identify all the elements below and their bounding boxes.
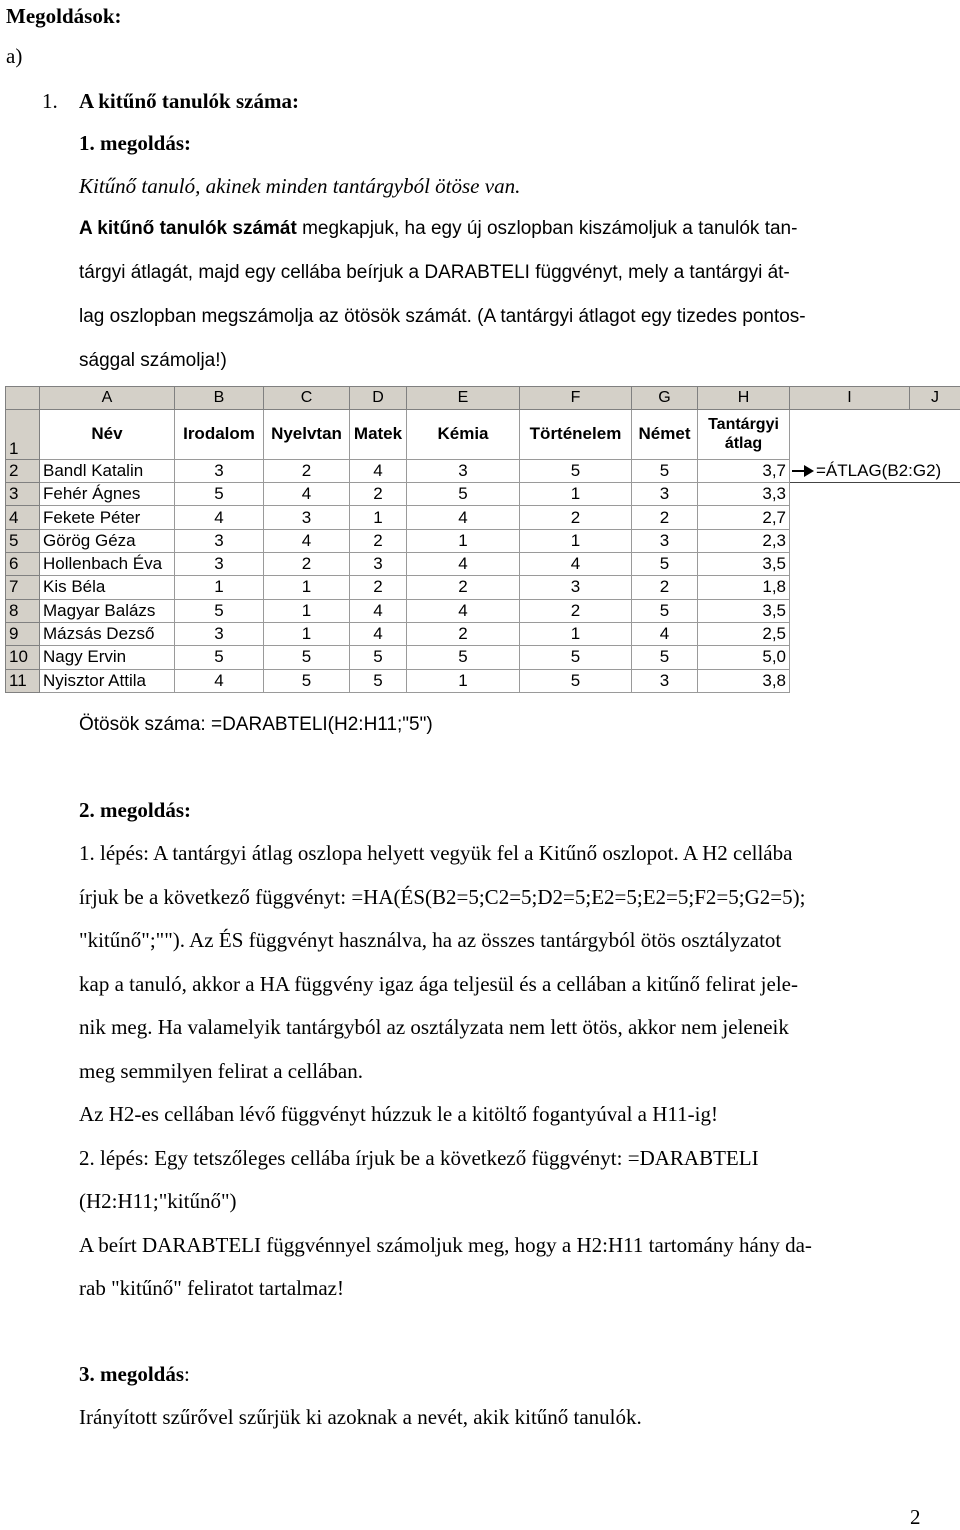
heading: Megoldások: [6,4,122,29]
empty-cell [910,529,960,552]
empty-cell [910,506,960,529]
average-cell: 2,3 [698,529,790,552]
empty-cell [910,622,960,645]
table-row [6,506,960,529]
grade-cell: 5 [632,599,698,622]
solution1-line1-rest: megkapjuk, ha egy új oszlopban kiszámoljuk a tanulók tan- [297,218,798,239]
solution2-line: kap a tanuló, akkor a HA függvény igaz ága teljesül és a cellában a kitűnő felirat jele- [79,972,798,997]
empty-cell [790,669,910,692]
grade-cell: 5 [175,599,264,622]
col-header: I [790,387,910,410]
grade-cell: 5 [264,646,350,669]
grade-cell: 2 [350,483,407,506]
grade-cell: 3 [407,459,520,482]
grade-cell: 3 [632,529,698,552]
grade-cell: 1 [264,576,350,599]
arrow-left-icon [792,465,814,477]
average-cell: 3,8 [698,669,790,692]
average-formula-annotation [790,459,960,482]
row-number: 7 [6,576,40,599]
col-header: H [698,387,790,410]
header-cell: Irodalom [175,410,264,460]
solution2-line: "kitűnő";""). Az ÉS függvényt használva, ha az összes tantárgyból ötös osztályzatot [79,928,781,953]
average-cell: 3,5 [698,599,790,622]
grade-cell: 2 [264,459,350,482]
name-cell: Magyar Balázs [40,599,175,622]
row-number: 10 [6,646,40,669]
header-cell: Név [40,410,175,460]
solution3-label [79,1362,190,1387]
grade-cell: 3 [350,553,407,576]
grade-cell: 4 [407,553,520,576]
count-formula: Ötösök száma: =DARABTELI(H2:H11;"5") [79,714,433,736]
task-number: 1. [42,89,58,114]
solution2-line: nik meg. Ha valamelyik tantárgyból az osztályzata nem lett ötös, akkor nem jeleneik [79,1015,789,1040]
table-row [6,622,960,645]
solution2-line: 2. lépés: Egy tetszőleges cellába írjuk be a következő függvényt: =DARABTELI [79,1146,759,1171]
grade-cell: 1 [264,622,350,645]
grade-cell: 2 [407,622,520,645]
grade-cell: 5 [175,483,264,506]
table-row [6,669,960,692]
grade-cell: 2 [264,553,350,576]
solution1-label: 1. megoldás: [79,131,191,156]
grade-cell: 4 [350,599,407,622]
empty-cell [790,483,910,506]
solution2-line: írjuk be a következő függvényt: =HA(ÉS(B2=5;C2=5;D2=5;E2=5;E2=5;F2=5;G2=5); [79,885,805,910]
grade-cell: 2 [632,576,698,599]
empty-cell [790,410,910,460]
empty-cell [790,506,910,529]
name-cell: Mázsás Dezső [40,622,175,645]
solution2-label: 2. megoldás: [79,798,191,823]
solution2-line: Az H2-es cellában lévő függvényt húzzuk le a kitöltő fogantyúval a H11-ig! [79,1102,718,1127]
row-number: 11 [6,669,40,692]
name-cell: Görög Géza [40,529,175,552]
col-header: D [350,387,407,410]
col-header: F [520,387,632,410]
spreadsheet-table [5,386,960,693]
table-row [6,646,960,669]
empty-cell [790,576,910,599]
table-row [6,459,960,482]
solution3-label-colon: : [184,1362,190,1386]
average-cell: 5,0 [698,646,790,669]
grade-cell: 1 [520,529,632,552]
solution2-line: A beírt DARABTELI függvénnyel számoljuk meg, hogy a H2:H11 tartomány hány da- [79,1233,812,1258]
empty-cell [910,576,960,599]
average-cell: 2,5 [698,622,790,645]
table-row [6,553,960,576]
grade-cell: 3 [175,529,264,552]
name-cell: Hollenbach Éva [40,553,175,576]
grade-cell: 5 [175,646,264,669]
solution3-text: Irányított szűrővel szűrjük ki azoknak a nevét, akik kitűnő tanulók. [79,1405,642,1430]
grade-cell: 3 [175,553,264,576]
grade-cell: 5 [407,483,520,506]
grade-cell: 4 [264,483,350,506]
grade-cell: 4 [350,622,407,645]
row-number: 9 [6,622,40,645]
grade-cell: 1 [520,483,632,506]
average-cell: 2,7 [698,506,790,529]
grade-cell: 2 [520,599,632,622]
solution2-line: meg semmilyen felirat a cellában. [79,1059,363,1084]
average-cell: 3,7 [698,459,790,482]
grade-cell: 3 [632,669,698,692]
header-cell: Német [632,410,698,460]
grade-cell: 4 [407,599,520,622]
grade-cell: 2 [520,506,632,529]
col-header: G [632,387,698,410]
empty-cell [790,553,910,576]
grade-cell: 5 [632,646,698,669]
grade-cell: 4 [407,506,520,529]
table-row [6,483,960,506]
grade-cell: 1 [175,576,264,599]
grade-cell: 3 [520,576,632,599]
row-number: 2 [6,459,40,482]
solution2-line: rab "kitűnő" feliratot tartalmaz! [79,1276,344,1301]
table-header-row [6,410,960,460]
header-cell: Nyelvtan [264,410,350,460]
solution1-paragraph-line2: tárgyi átlagát, majd egy cellába beírjuk a DARABTELI függvényt, mely a tantárgyi át- [79,262,790,284]
average-cell: 3,3 [698,483,790,506]
grade-cell: 3 [175,622,264,645]
task-title: A kitűnő tanulók száma: [79,89,299,114]
grade-cell: 1 [407,669,520,692]
col-header: C [264,387,350,410]
grade-cell: 5 [350,646,407,669]
row-number: 6 [6,553,40,576]
grade-cell: 1 [407,529,520,552]
col-header: E [407,387,520,410]
empty-cell [790,599,910,622]
empty-cell [910,553,960,576]
grade-cell: 4 [175,669,264,692]
section-letter: a) [6,44,22,69]
name-cell: Nagy Ervin [40,646,175,669]
grade-cell: 5 [520,669,632,692]
grade-cell: 5 [520,646,632,669]
corner-cell [6,387,40,410]
grade-cell: 2 [407,576,520,599]
empty-cell [910,599,960,622]
solution1-bold-phrase: A kitűnő tanulók számát [79,218,297,239]
grade-cell: 4 [264,529,350,552]
grade-cell: 4 [632,622,698,645]
solution1-paragraph-line3: lag oszlopban megszámolja az ötösök számát. (A tantárgyi átlagot egy tizedes pontos- [79,306,806,328]
grade-cell: 4 [175,506,264,529]
col-header: B [175,387,264,410]
grade-cell: 3 [175,459,264,482]
grade-cell: 3 [264,506,350,529]
empty-cell [790,529,910,552]
header-cell: Történelem [520,410,632,460]
empty-cell [910,410,960,460]
header-cell: Kémia [407,410,520,460]
name-cell: Fekete Péter [40,506,175,529]
row-number: 8 [6,599,40,622]
name-cell: Kis Béla [40,576,175,599]
col-header: J [910,387,960,410]
solution1-paragraph-line1 [79,218,797,240]
row-number: 5 [6,529,40,552]
table-row [6,576,960,599]
grade-cell: 2 [350,576,407,599]
grade-cell: 5 [350,669,407,692]
solution2-line: 1. lépés: A tantárgyi átlag oszlopa helyett vegyük fel a Kitűnő oszlopot. A H2 cellába [79,841,792,866]
grade-cell: 2 [350,529,407,552]
grade-cell: 2 [632,506,698,529]
solution1-definition: Kitűnő tanuló, akinek minden tantárgyból ötöse van. [79,174,520,199]
table-row [6,529,960,552]
average-formula-text: =ÁTLAG(B2:G2) [816,461,941,480]
average-cell: 3,5 [698,553,790,576]
solution2-line: (H2:H11;"kitűnő") [79,1189,237,1214]
grade-cell: 5 [632,553,698,576]
grade-cell: 4 [520,553,632,576]
empty-cell [790,622,910,645]
col-header: A [40,387,175,410]
name-cell: Fehér Ágnes [40,483,175,506]
table-row [6,599,960,622]
empty-cell [910,646,960,669]
grade-cell: 5 [520,459,632,482]
grade-cell: 4 [350,459,407,482]
empty-cell [910,669,960,692]
empty-cell [910,483,960,506]
average-cell: 1,8 [698,576,790,599]
name-cell: Bandl Katalin [40,459,175,482]
grade-cell: 3 [632,483,698,506]
grade-cell: 1 [264,599,350,622]
grade-cell: 5 [264,669,350,692]
row-number: 4 [6,506,40,529]
row-number: 1 [6,410,40,460]
page-number: 2 [910,1505,921,1530]
header-cell: Tantárgyi átlag [698,410,790,460]
grade-cell: 1 [520,622,632,645]
column-header-row [6,387,960,410]
grade-cell: 5 [632,459,698,482]
solution1-paragraph-line4: sággal számolja!) [79,350,227,372]
grade-cell: 1 [350,506,407,529]
name-cell: Nyisztor Attila [40,669,175,692]
row-number: 3 [6,483,40,506]
grade-cell: 5 [407,646,520,669]
header-cell: Matek [350,410,407,460]
solution3-label-bold: 3. megoldás [79,1362,184,1386]
empty-cell [790,646,910,669]
